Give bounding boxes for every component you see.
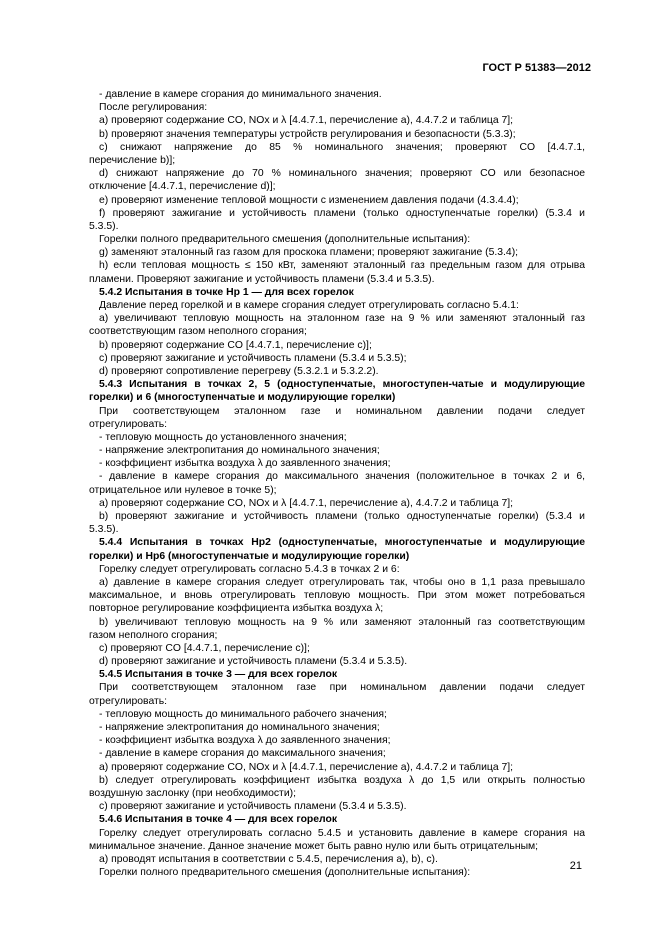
text-line: a) проверяют содержание CO, NOx и λ [4.4.7.1, перечисление a), 4.4.7.2 и таблица 7];: [99, 497, 514, 509]
text-line: - тепловую мощность до установленного значения;: [99, 431, 347, 443]
text-line: При соответствующем эталонном газе и номинальном давлении подачи следует: [99, 405, 585, 417]
text-line: g) заменяют эталонный газ газом для проскока пламени; проверяют зажигание (5.3.4);: [99, 247, 519, 259]
text-line: отрегулировать:: [89, 418, 168, 430]
text-line: - коэффициент избытка воздуха λ до заявленного значения;: [99, 735, 391, 747]
text-line: пламени. Проверяют зажигание и устойчивость пламени (5.3.4 и 5.3.5).: [89, 273, 435, 285]
text-line: отключение [4.4.7.1, перечисление d)];: [89, 181, 276, 193]
text-line: h) если тепловая мощность ≤ 150 кВт, заменяют эталонный газ предельным газом для отрыва: [99, 260, 585, 272]
text-line: b) проверяют содержание CO [4.4.7.1, перечисление c)];: [99, 339, 372, 351]
text-line: Горелку следует отрегулировать согласно 5.4.5 и установить давление в камере сгорания на: [99, 827, 585, 839]
text-line: 5.3.5).: [89, 524, 119, 536]
text-line: a) проверяют содержание CO, NOx и λ [4.4.7.1, перечисление a), 4.4.7.2 и таблица 7];: [99, 115, 514, 127]
document-body: [89, 88, 585, 879]
text-line: - давление в камере сгорания до максимального значения (положительное в точках 2 и 6,: [99, 471, 585, 483]
text-line: газом неполного сгорания;: [89, 629, 218, 641]
text-line: c) проверяют CO [4.4.7.1, перечисление c)];: [99, 642, 310, 654]
text-line: воздушную заслонку (при необходимости);: [89, 787, 296, 799]
text-line: - коэффициент избытка воздуха λ до заявленного значения;: [99, 458, 391, 470]
text-line: минимальное значение. Данное значение может быть равно нулю или быть отрицательным;: [89, 840, 539, 852]
text-line: перечисление b)];: [89, 154, 176, 166]
text-line: - напряжение электропитания до номинального значения;: [99, 445, 380, 457]
text-line: b) следует отрегулировать коэффициент избытка воздуха λ до 1,5 или открыть полностью: [99, 774, 585, 786]
text-line: Горелки полного предварительного смешения (дополнительные испытания):: [99, 234, 471, 246]
text-line: повторное регулирование коэффициента избытка воздуха λ;: [89, 603, 384, 615]
text-line: Давление перед горелкой и в камере сгорания следует отрегулировать согласно 5.4.1:: [99, 300, 519, 311]
section-heading-line: 5.4.2 Испытания в точке Hp 1 — для всех горелок: [99, 286, 354, 298]
text-line: d) проверяют сопротивление перегреву (5.3.2.1 и 5.3.2.2).: [99, 365, 379, 377]
text-line: максимальное, и вновь отрегулировать тепловую мощность. При этом может потребоваться: [89, 590, 585, 602]
section-heading-line: 5.4.6 Испытания в точке 4 — для всех горелок: [99, 814, 338, 826]
text-line: f) проверяют зажигание и устойчивость пламени (только одноступенчатые горелки) (5.3.4 и: [99, 207, 585, 219]
text-line: - давление в камере сгорания до максимального значения;: [99, 748, 386, 760]
text-line: d) снижают напряжение до 70 % номинального значения; проверяют CO или безопасное: [99, 168, 585, 180]
section-heading-line: 5.4.3 Испытания в точках 2, 5 (одноступенчатые, многоступен-чатые и модулирующие: [99, 379, 585, 391]
text-line: a) давление в камере сгорания следует отрегулировать так, чтобы оно в 1,1 раза превышало: [99, 576, 585, 588]
text-line: c) проверяют зажигание и устойчивость пламени (5.3.4 и 5.3.5);: [99, 352, 407, 364]
text-line: отрицательное или нулевое в точке 5);: [89, 484, 277, 496]
text-line: c) проверяют зажигание и устойчивость пламени (5.3.4 и 5.3.5).: [99, 801, 407, 813]
text-line: - тепловую мощность до минимального рабочего значения;: [99, 708, 387, 720]
text-line: b) проверяют зажигание и устойчивость пламени (только одноступенчатые горелки) (5.3.4 и: [99, 511, 585, 522]
page-number: 21: [569, 860, 582, 872]
text-line: b) увеличивают тепловую мощность на 9 % или заменяют эталонный газ соответствующим: [99, 616, 585, 628]
text-line: Горелки полного предварительного смешения (дополнительные испытания):: [99, 867, 471, 879]
text-line: b) проверяют значения температуры устройств регулирования и безопасности (5.3.3);: [99, 128, 516, 140]
document-header: ГОСТ Р 51383—2012: [482, 62, 591, 74]
text-line: После регулирования:: [99, 102, 208, 114]
text-line: e) проверяют изменение тепловой мощности с изменением давления подачи (4.3.4.4);: [99, 194, 519, 206]
section-heading-line: горелки) и Hp6 (многоступенчатые и модулирующие горелки): [89, 550, 410, 562]
text-line: c) снижают напряжение до 85 % номинального значения; проверяют CO [4.4.7.1,: [99, 141, 585, 153]
text-line: - напряжение электропитания до номинального значения;: [99, 722, 380, 733]
section-heading-line: 5.4.4 Испытания в точках Hp2 (одноступенчатые, многоступенчатые и модулирующие: [99, 537, 585, 549]
text-line: Горелку следует отрегулировать согласно 5.4.3 в точках 2 и 6:: [99, 563, 400, 575]
section-heading-line: 5.4.5 Испытания в точке 3 — для всех горелок: [99, 669, 338, 681]
text-line: отрегулировать:: [89, 695, 168, 707]
section-heading-line: горелки) и 6 (многоступенчатые и модулирующие горелки): [89, 392, 396, 404]
text-line: a) увеличивают тепловую мощность на эталонном газе на 9 % или заменяют эталонный газ: [99, 313, 585, 325]
text-line: При соответствующем эталонном газе при номинальном давлении подачи следует: [99, 682, 585, 694]
text-line: d) проверяют зажигание и устойчивость пламени (5.3.4 и 5.3.5).: [99, 656, 408, 668]
text-line: - давление в камере сгорания до минимального значения.: [99, 89, 382, 100]
text-line: a) проводят испытания в соответствии с 5.4.5, перечисления a), b), c).: [99, 853, 438, 865]
text-line: 5.3.5).: [89, 220, 119, 232]
text-line: соответствующим газом неполного сгорания;: [89, 326, 307, 338]
text-line: a) проверяют содержание CO, NOx и λ [4.4.7.1, перечисление a), 4.4.7.2 и таблица 7];: [99, 761, 514, 773]
